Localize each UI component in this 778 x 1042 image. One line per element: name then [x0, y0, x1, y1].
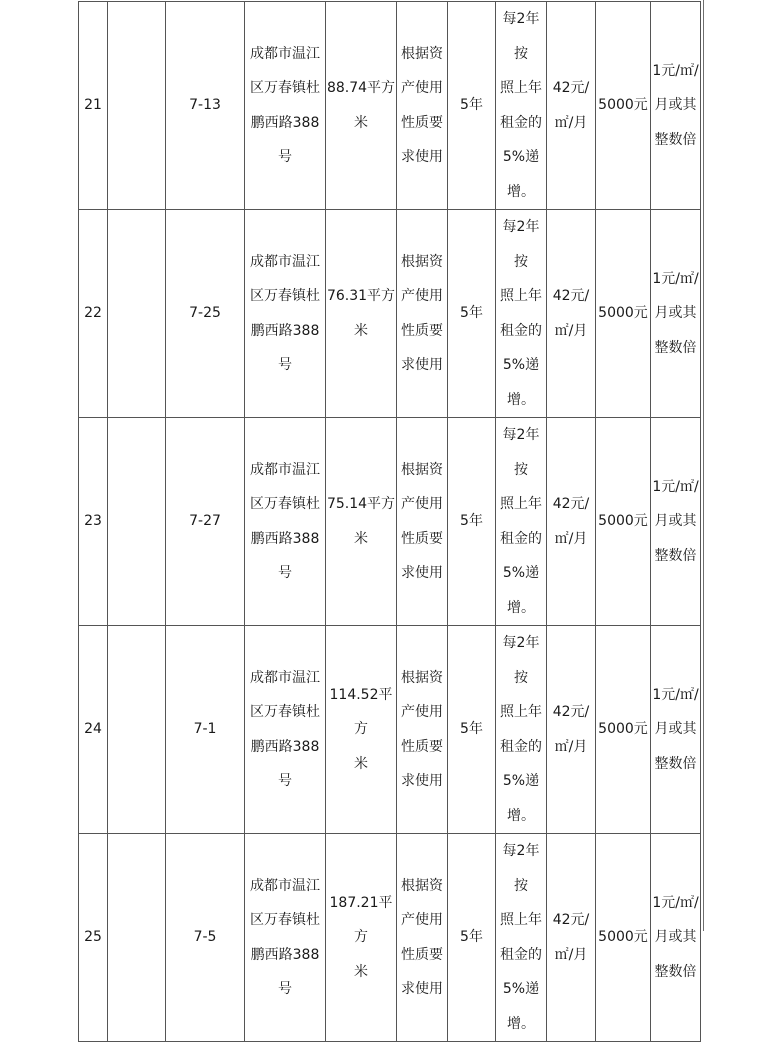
usage-text: 根据资 产使用 性质要 求使用	[401, 45, 443, 165]
deposit-cell: 5000元	[596, 2, 651, 210]
rent-increase-cell	[496, 834, 547, 1042]
bid-increment-text: 1元/㎡/ 月或其 整数倍	[652, 686, 699, 772]
table-row	[79, 418, 701, 626]
rent-increase-text: 每2年按 照上年 租金的 5%递 增。	[500, 11, 542, 200]
usage-cell	[397, 834, 448, 1042]
area-text: 76.31平方 米	[326, 288, 396, 339]
area-text: 114.52平方 米	[329, 686, 393, 772]
base-rent-cell	[547, 834, 596, 1042]
lease-term-cell: 5年	[448, 210, 496, 418]
usage-cell	[397, 2, 448, 210]
area-cell	[326, 834, 397, 1042]
base-rent-cell	[547, 210, 596, 418]
bid-increment-cell	[651, 626, 701, 834]
base-rent-cell	[547, 626, 596, 834]
area-text: 187.21平方 米	[329, 894, 393, 980]
usage-text: 根据资 产使用 性质要 求使用	[401, 877, 443, 997]
unit-number-cell: 7-5	[166, 834, 245, 1042]
address-text: 成都市温江 区万春镇杜 鹏西路388号	[250, 253, 320, 373]
rent-increase-cell	[496, 2, 547, 210]
empty-cell	[108, 210, 166, 418]
deposit-cell: 5000元	[596, 210, 651, 418]
deposit-cell: 5000元	[596, 626, 651, 834]
lease-term-cell: 5年	[448, 626, 496, 834]
table-row	[79, 210, 701, 418]
address-text: 成都市温江 区万春镇杜 鹏西路388号	[250, 45, 320, 165]
bid-increment-cell	[651, 210, 701, 418]
table-row	[79, 626, 701, 834]
empty-cell	[108, 834, 166, 1042]
rent-increase-text: 每2年按 照上年 租金的 5%递 增。	[500, 427, 542, 616]
row-number-cell: 21	[79, 2, 108, 210]
bid-increment-text: 1元/㎡/ 月或其 整数倍	[652, 478, 699, 564]
lease-term-cell: 5年	[448, 2, 496, 210]
page-edge-line	[703, 0, 704, 931]
deposit-cell: 5000元	[596, 418, 651, 626]
base-rent-text: 42元/ ㎡/月	[552, 496, 590, 547]
lease-asset-table	[78, 1, 701, 1042]
row-number-cell: 25	[79, 834, 108, 1042]
rent-increase-cell	[496, 626, 547, 834]
base-rent-text: 42元/ ㎡/月	[552, 912, 590, 963]
area-text: 88.74平方 米	[326, 80, 396, 131]
deposit-cell: 5000元	[596, 834, 651, 1042]
rent-increase-cell	[496, 210, 547, 418]
base-rent-text: 42元/ ㎡/月	[552, 704, 590, 755]
row-number-cell: 22	[79, 210, 108, 418]
area-text: 75.14平方 米	[326, 496, 396, 547]
base-rent-text: 42元/ ㎡/月	[552, 288, 590, 339]
empty-cell	[108, 418, 166, 626]
area-cell	[326, 2, 397, 210]
bid-increment-text: 1元/㎡/ 月或其 整数倍	[652, 894, 699, 980]
unit-number-cell: 7-25	[166, 210, 245, 418]
usage-cell	[397, 418, 448, 626]
address-text: 成都市温江 区万春镇杜 鹏西路388号	[250, 669, 320, 789]
lease-term-cell: 5年	[448, 834, 496, 1042]
row-number-cell: 23	[79, 418, 108, 626]
bid-increment-cell	[651, 418, 701, 626]
base-rent-text: 42元/ ㎡/月	[552, 80, 590, 131]
area-cell	[326, 418, 397, 626]
address-cell	[245, 2, 326, 210]
area-cell	[326, 210, 397, 418]
base-rent-cell	[547, 2, 596, 210]
base-rent-cell	[547, 418, 596, 626]
unit-number-cell: 7-1	[166, 626, 245, 834]
address-cell	[245, 210, 326, 418]
address-cell	[245, 418, 326, 626]
address-cell	[245, 626, 326, 834]
usage-text: 根据资 产使用 性质要 求使用	[401, 669, 443, 789]
table-row	[79, 2, 701, 210]
bid-increment-cell	[651, 2, 701, 210]
rent-increase-text: 每2年按 照上年 租金的 5%递 增。	[500, 635, 542, 824]
usage-cell	[397, 210, 448, 418]
unit-number-cell: 7-13	[166, 2, 245, 210]
lease-term-cell: 5年	[448, 418, 496, 626]
usage-cell	[397, 626, 448, 834]
rent-increase-text: 每2年按 照上年 租金的 5%递 增。	[500, 219, 542, 408]
bid-increment-text: 1元/㎡/ 月或其 整数倍	[652, 270, 699, 356]
rent-increase-text: 每2年按 照上年 租金的 5%递 增。	[500, 843, 542, 1032]
usage-text: 根据资 产使用 性质要 求使用	[401, 461, 443, 581]
table-row	[79, 834, 701, 1042]
bid-increment-cell	[651, 834, 701, 1042]
rent-increase-cell	[496, 418, 547, 626]
empty-cell	[108, 626, 166, 834]
address-text: 成都市温江 区万春镇杜 鹏西路388号	[250, 461, 320, 581]
usage-text: 根据资 产使用 性质要 求使用	[401, 253, 443, 373]
unit-number-cell: 7-27	[166, 418, 245, 626]
row-number-cell: 24	[79, 626, 108, 834]
bid-increment-text: 1元/㎡/ 月或其 整数倍	[652, 62, 699, 148]
address-text: 成都市温江 区万春镇杜 鹏西路388号	[250, 877, 320, 997]
area-cell	[326, 626, 397, 834]
empty-cell	[108, 2, 166, 210]
address-cell	[245, 834, 326, 1042]
